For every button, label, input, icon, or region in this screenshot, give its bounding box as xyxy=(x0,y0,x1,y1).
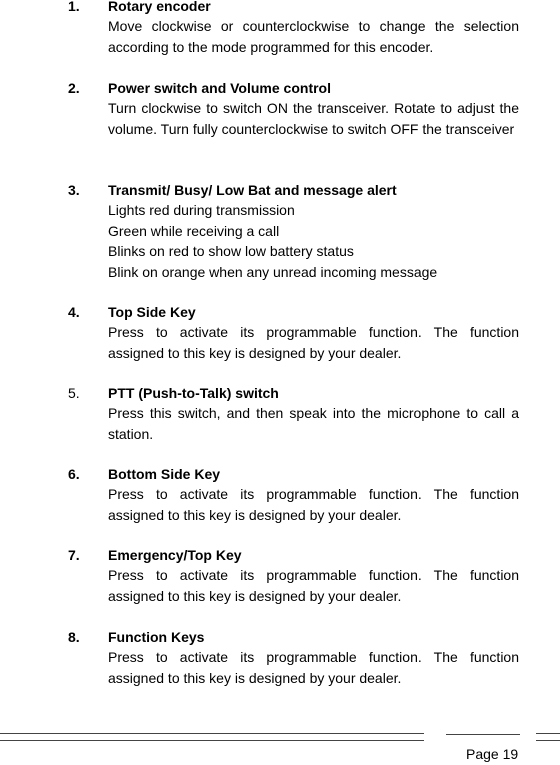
item-title: PTT (Push-to-Talk) switch xyxy=(108,385,279,401)
item-title: Transmit/ Busy/ Low Bat and message alert xyxy=(108,182,397,198)
item-number: 2. xyxy=(68,80,80,96)
item-description-text: Press to activate its programmable function. The function assigned to this key is designed by your dealer. xyxy=(108,567,519,604)
footer-rule-right xyxy=(536,733,560,741)
item-description xyxy=(108,16,519,57)
item-number: 1. xyxy=(68,0,80,14)
page-number: Page 19 xyxy=(466,746,519,762)
item-title: Top Side Key xyxy=(108,304,196,320)
item-title: Emergency/Top Key xyxy=(108,547,242,563)
item-number: 5. xyxy=(68,385,80,401)
item-description xyxy=(108,647,519,688)
item-description xyxy=(108,565,519,606)
item-description-text: Move clockwise or counterclockwise to change the selection according to the mode programmed for this encoder. xyxy=(108,18,519,55)
item-description-text: Press to activate its programmable function. The function assigned to this key is designed by your dealer. xyxy=(108,324,519,361)
item-title: Power switch and Volume control xyxy=(108,80,331,96)
item-description xyxy=(108,200,519,282)
item-number: 3. xyxy=(68,182,80,198)
item-description-text: Turn clockwise to switch ON the transceiver. Rotate to adjust the volume. Turn fully counterclockwise to switch OFF the transceiver xyxy=(108,100,519,137)
item-number: 6. xyxy=(68,466,80,482)
item-description-line: Lights red during transmission xyxy=(108,202,295,218)
item-description-text: Press to activate its programmable function. The function assigned to this key is designed by your dealer. xyxy=(108,649,519,686)
item-description xyxy=(108,484,519,525)
item-description-line: Blink on orange when any unread incoming message xyxy=(108,263,438,280)
item-number: 8. xyxy=(68,629,80,645)
footer-divider xyxy=(446,734,520,735)
item-title: Bottom Side Key xyxy=(108,466,221,482)
item-description-line: Green while receiving a call xyxy=(108,222,280,239)
item-description-line: Blinks on red to show low battery status xyxy=(108,243,354,259)
footer-rule-left xyxy=(0,733,424,741)
item-description-text: Press this switch, and then speak into the microphone to call a station. xyxy=(108,405,519,442)
item-description xyxy=(108,403,519,444)
item-title: Rotary encoder xyxy=(108,0,211,14)
item-number: 7. xyxy=(68,547,80,563)
item-title: Function Keys xyxy=(108,629,205,645)
item-description-text: Press to activate its programmable function. The function assigned to this key is designed by your dealer. xyxy=(108,486,519,523)
item-description xyxy=(108,98,519,139)
item-number: 4. xyxy=(68,304,80,320)
item-description xyxy=(108,322,519,363)
